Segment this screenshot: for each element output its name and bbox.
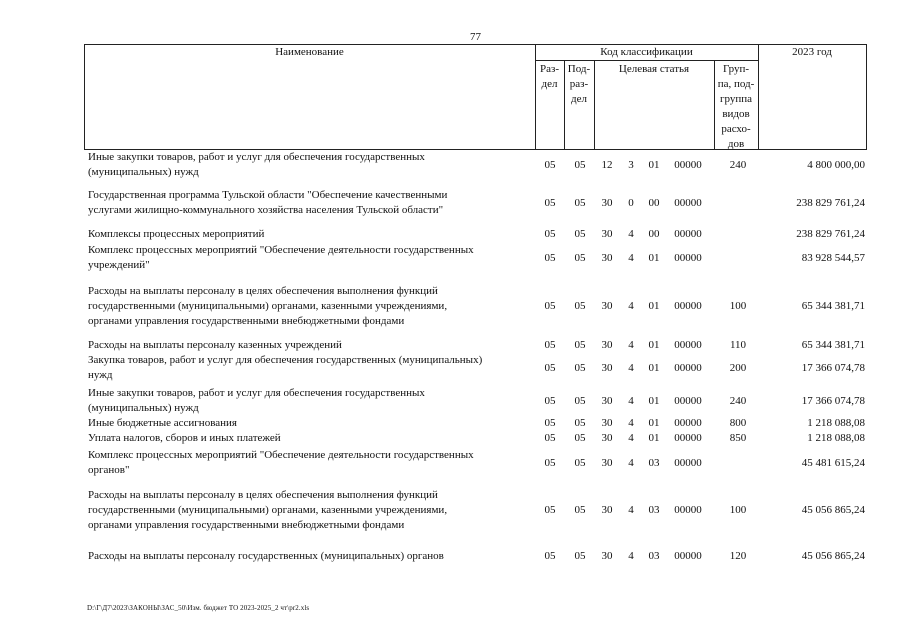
row-code-rz: 05 [544, 457, 556, 469]
row-name: Комплексы процессных мероприятий [88, 228, 265, 240]
row-code-t2: 4 [628, 339, 634, 351]
row-amount: 65 344 381,71 [801, 339, 865, 351]
row-code-grp: 100 [729, 300, 747, 312]
file-path-footer: D:\Г\Д7\2023\ЗАКОНЫ\ЗАС_50\Изм. бюджет ТО 2023-2025_2 чт\pr2.xls [87, 604, 310, 612]
row-code-t2: 4 [628, 457, 634, 469]
row-amount: 17 366 074,78 [801, 395, 865, 407]
row-code-pr: 05 [574, 417, 586, 429]
header-name: Наименование [275, 46, 344, 58]
row-amount: 83 928 544,57 [801, 252, 865, 264]
table-row [0, 549, 905, 564]
row-name: Уплата налогов, сборов и иных платежей [88, 432, 281, 444]
row-name: Закупка товаров, работ и услуг для обеспечения государственных (муниципальных) нужд [88, 354, 483, 381]
row-code-t1: 30 [601, 457, 613, 469]
row-code-grp: 850 [729, 432, 747, 444]
table-row [0, 243, 905, 273]
header-target: Целевая статья [618, 63, 690, 75]
row-code-t1: 30 [601, 197, 613, 209]
row-code-rz: 05 [544, 228, 556, 240]
row-code-t2: 4 [628, 362, 634, 374]
row-name: Комплекс процессных мероприятий "Обеспечение деятельности государственных учреждений" [88, 244, 474, 271]
row-name: Государственная программа Тульской области "Обеспечение качественными услугами жилищно-коммунального хозяйства населения Тульской области" [88, 189, 448, 216]
row-code-grp: 240 [729, 159, 747, 171]
row-code-t3: 01 [648, 432, 660, 444]
row-code-pr: 05 [574, 395, 586, 407]
row-code-t4: 00000 [674, 432, 702, 444]
row-code-grp: 200 [729, 362, 747, 374]
row-code-pr: 05 [574, 159, 586, 171]
row-code-grp: 800 [729, 417, 747, 429]
row-code-pr: 05 [574, 504, 586, 516]
row-amount: 45 481 615,24 [801, 457, 865, 469]
row-code-t4: 00000 [674, 300, 702, 312]
row-code-grp: 240 [729, 395, 747, 407]
row-code-rz: 05 [544, 197, 556, 209]
header-podrazdel: Под- раз- дел [567, 63, 591, 105]
table-row [0, 448, 905, 478]
table-row [0, 338, 905, 353]
row-code-t2: 4 [628, 395, 634, 407]
row-code-t3: 00 [648, 228, 660, 240]
row-code-t1: 30 [601, 417, 613, 429]
row-code-pr: 05 [574, 228, 586, 240]
header-razdel: Раз- дел [539, 63, 559, 90]
row-code-grp: 100 [729, 504, 747, 516]
row-amount: 4 800 000,00 [807, 159, 865, 171]
row-code-pr: 05 [574, 339, 586, 351]
row-code-rz: 05 [544, 159, 556, 171]
row-code-t1: 12 [601, 159, 613, 171]
table-row [0, 386, 905, 416]
row-code-t2: 4 [628, 252, 634, 264]
row-code-pr: 05 [574, 300, 586, 312]
row-code-t3: 01 [648, 252, 660, 264]
row-code-t1: 30 [601, 228, 613, 240]
row-code-pr: 05 [574, 432, 586, 444]
row-code-grp: 110 [729, 339, 747, 351]
row-code-pr: 05 [574, 252, 586, 264]
table-row [0, 353, 905, 383]
row-code-t3: 03 [648, 457, 660, 469]
table-row [0, 416, 905, 431]
row-code-t4: 00000 [674, 504, 702, 516]
row-amount: 45 056 865,24 [801, 504, 865, 516]
row-code-rz: 05 [544, 395, 556, 407]
row-code-t3: 01 [648, 417, 660, 429]
row-code-t4: 00000 [674, 550, 702, 562]
row-code-rz: 05 [544, 339, 556, 351]
table-row [0, 284, 905, 329]
table-row [0, 188, 905, 218]
row-code-pr: 05 [574, 197, 586, 209]
row-code-t3: 01 [648, 159, 660, 171]
row-code-rz: 05 [544, 550, 556, 562]
row-code-t4: 00000 [674, 252, 702, 264]
row-code-t3: 01 [648, 300, 660, 312]
table-row [0, 488, 905, 533]
row-code-pr: 05 [574, 457, 586, 469]
row-amount: 1 218 088,08 [807, 417, 865, 429]
row-code-t4: 00000 [674, 159, 702, 171]
row-code-rz: 05 [544, 417, 556, 429]
row-code-t2: 4 [628, 300, 634, 312]
row-code-t2: 4 [628, 550, 634, 562]
page-number: 77 [470, 31, 481, 43]
row-code-t1: 30 [601, 432, 613, 444]
row-code-t2: 4 [628, 228, 634, 240]
row-code-t4: 00000 [674, 339, 702, 351]
row-name: Расходы на выплаты персоналу казенных учреждений [88, 339, 342, 351]
row-code-rz: 05 [544, 300, 556, 312]
row-code-pr: 05 [574, 362, 586, 374]
header-group: Груп- па, под- группа видов расхо- дов [717, 63, 755, 150]
header-year: 2023 год [792, 46, 832, 58]
table-row [0, 150, 905, 180]
row-code-t4: 00000 [674, 457, 702, 469]
row-code-t2: 4 [628, 504, 634, 516]
table-header [84, 44, 867, 150]
row-name: Расходы на выплаты персоналу в целях обеспечения выполнения функций государственными (муниципальными) органами, казенными учреждениями, органами управления государственными внебюджетными фондами [88, 489, 448, 531]
row-code-rz: 05 [544, 362, 556, 374]
row-code-rz: 05 [544, 432, 556, 444]
row-code-t3: 03 [648, 504, 660, 516]
row-code-t1: 30 [601, 300, 613, 312]
row-code-t2: 4 [628, 417, 634, 429]
row-code-t1: 30 [601, 362, 613, 374]
row-code-t1: 30 [601, 395, 613, 407]
row-code-t1: 30 [601, 339, 613, 351]
row-code-t2: 0 [628, 197, 634, 209]
row-amount: 45 056 865,24 [801, 550, 865, 562]
row-name: Иные бюджетные ассигнования [88, 417, 237, 429]
row-code-rz: 05 [544, 504, 556, 516]
row-code-pr: 05 [574, 550, 586, 562]
table-row [0, 431, 905, 446]
row-amount: 238 829 761,24 [796, 197, 865, 209]
row-code-t3: 00 [648, 197, 660, 209]
row-code-t2: 3 [628, 159, 634, 171]
row-name: Комплекс процессных мероприятий "Обеспечение деятельности государственных органов" [88, 449, 474, 476]
row-code-t3: 03 [648, 550, 660, 562]
row-code-t4: 00000 [674, 395, 702, 407]
row-code-t2: 4 [628, 432, 634, 444]
row-name: Расходы на выплаты персоналу в целях обеспечения выполнения функций государственными (муниципальными) органами, казенными учреждениями, органами управления государственными внебюджетными фондами [88, 285, 448, 327]
row-code-t1: 30 [601, 252, 613, 264]
header-code-group: Код классификации [600, 46, 693, 58]
row-code-t4: 00000 [674, 228, 702, 240]
row-code-t3: 01 [648, 395, 660, 407]
row-name: Иные закупки товаров, работ и услуг для обеспечения государственных (муниципальных) нужд [88, 387, 425, 414]
row-code-t1: 30 [601, 504, 613, 516]
row-code-t3: 01 [648, 362, 660, 374]
row-code-t3: 01 [648, 339, 660, 351]
row-code-t1: 30 [601, 550, 613, 562]
row-amount: 1 218 088,08 [807, 432, 865, 444]
row-code-t4: 00000 [674, 197, 702, 209]
row-name: Расходы на выплаты персоналу государственных (муниципальных) органов [88, 550, 444, 562]
table-row [0, 227, 905, 242]
row-amount: 238 829 761,24 [796, 228, 865, 240]
row-code-rz: 05 [544, 252, 556, 264]
row-amount: 65 344 381,71 [801, 300, 865, 312]
row-code-t4: 00000 [674, 417, 702, 429]
row-name: Иные закупки товаров, работ и услуг для обеспечения государственных (муниципальных) нужд [88, 151, 425, 178]
row-code-t4: 00000 [674, 362, 702, 374]
row-code-grp: 120 [729, 550, 747, 562]
row-amount: 17 366 074,78 [801, 362, 865, 374]
